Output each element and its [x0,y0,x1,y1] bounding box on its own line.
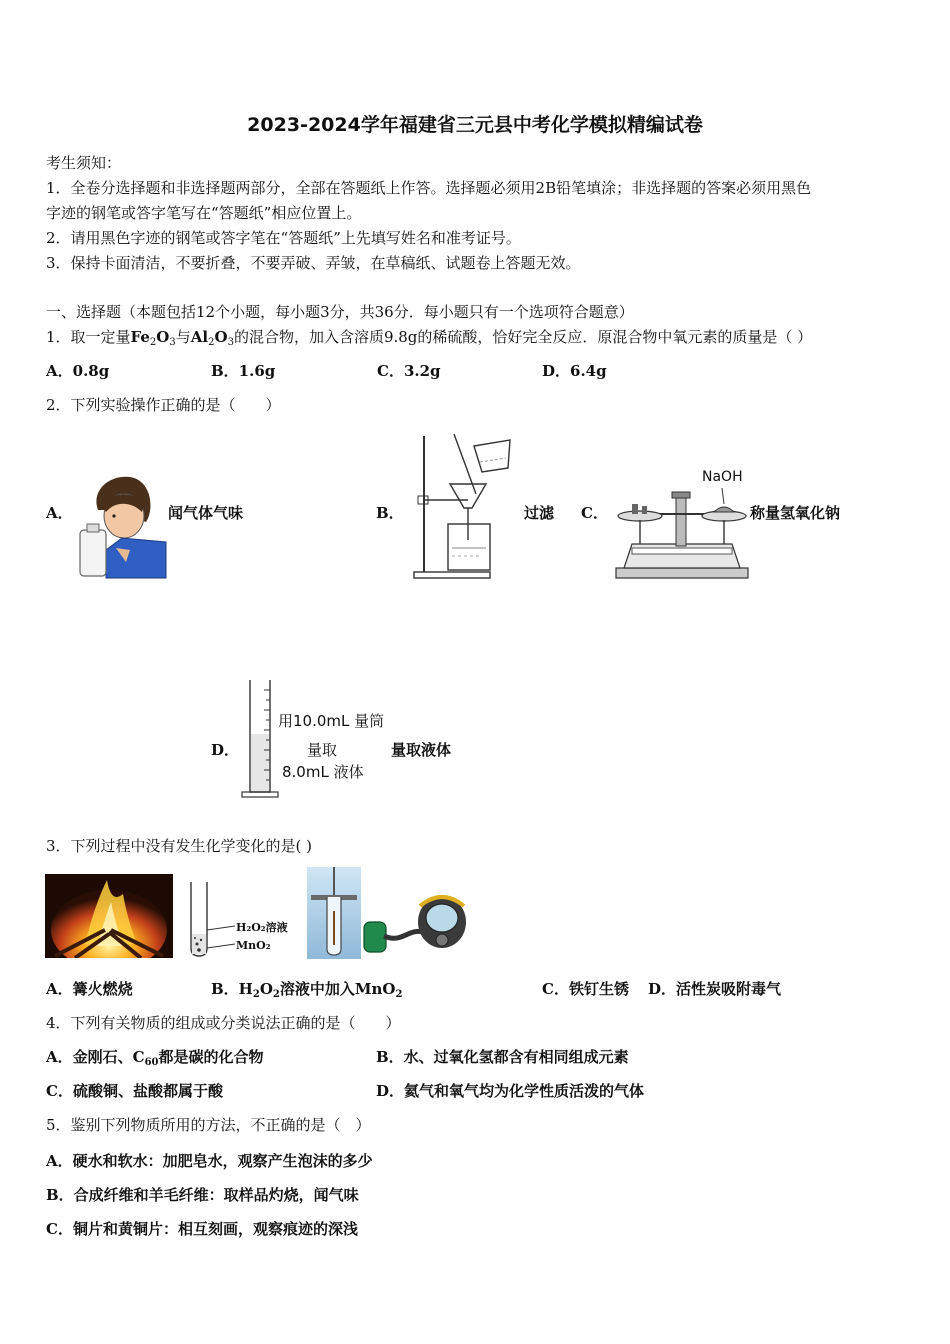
h2o2-label: H₂O₂溶液 [236,921,288,934]
question-4-option-a: A．金刚石、$C_{60}$都是碳的化合物 [46,1048,264,1068]
notice-item-1: 1．全卷分选择题和非选择题两部分，全部在答题纸上作答。选择题必须用2B铅笔填涂；非选择题的答案必须用黑色 [46,179,812,197]
section-heading: 一、选择题（本题包括12个小题，每小题3分，共36分．每小题只有一个选项符合题意） [46,303,634,321]
balance-illustration [612,484,752,580]
question-5-stem: 5．鉴别下列物质所用的方法，不正确的是（ ） [46,1116,371,1134]
question-2-option-c-label: C． [581,504,608,522]
notice-item-2: 2．请用黑色字迹的钢笔或答字笔在“答题纸”上先填写姓名和准考证号。 [46,229,521,247]
page-title: 2023-2024学年福建省三元县中考化学模拟精编试卷 [247,114,703,136]
question-3-stem: 3．下列过程中没有发生化学变化的是( ) [46,837,313,855]
bonfire-photo [45,874,173,958]
question-2-option-a-text: 闻气体气味 [168,504,244,522]
question-4-option-c: C．硫酸铜、盐酸都属于酸 [46,1082,223,1100]
filtration-illustration [410,432,520,580]
question-1-stem: 1．取一定量$Fe_2O_3$与$Al_2O_3$的混合物，加入含溶质9.8g的稀硫酸，恰好完全反应．原混合物中氧元素的质量是（ ） [46,328,813,348]
question-2-option-d-label: D． [211,741,240,759]
notice-item-1-cont: 字迹的钢笔或答字笔写在“答题纸”相应位置上。 [46,204,362,222]
question-2-stem: 2．下列实验操作正确的是（ ） [46,396,281,414]
graduated-cylinder-illustration [240,676,280,798]
question-3-option-c: C．铁钉生锈 [542,980,629,998]
question-1-option-d: D．6.4g [542,362,607,380]
question-5-option-c: C．铜片和黄铜片：相互刻画，观察痕迹的深浅 [46,1220,358,1238]
question-2-option-c-text: 称量氢氧化钠 [750,504,841,522]
cylinder-caption-3: 8.0mL 液体 [282,763,364,781]
question-3-option-a: A．篝火燃烧 [46,980,133,998]
smell-gas-illustration [76,470,168,580]
question-1-option-c: C．3.2g [377,362,441,380]
cylinder-caption-2: 量取 [307,741,338,759]
cylinder-caption-1: 用10.0mL 量筒 [278,712,385,730]
question-4-option-d: D．氦气和氧气均为化学性质活泼的气体 [376,1082,645,1100]
mno2-label: MnO₂ [236,939,271,952]
gas-mask-illustration [362,892,472,962]
question-4-option-b: B．水、过氧化氢都含有相同组成元素 [376,1048,629,1066]
question-1-option-a: A．0.8g [46,362,110,380]
naoh-label: NaOH [702,469,743,485]
question-3-option-b: B．$H_2O_2$溶液中加入MnO$_2$ [211,980,403,1000]
iron-nail-photo [307,867,361,959]
question-5-option-b: B．合成纤维和羊毛纤维：取样品灼烧，闻气味 [46,1186,359,1204]
notice-heading: 考生须知： [46,154,122,172]
question-4-stem: 4．下列有关物质的组成或分类说法正确的是（ ） [46,1014,401,1032]
question-2-option-d-text: 量取液体 [391,741,452,759]
notice-item-3: 3．保持卡面清洁，不要折叠，不要弄破、弄皱，在草稿纸、试题卷上答题无效。 [46,254,581,272]
question-3-option-d: D．活性炭吸附毒气 [648,980,782,998]
question-5-option-a: A．硬水和软水：加肥皂水，观察产生泡沫的多少 [46,1152,373,1170]
question-1-option-b: B．1.6g [211,362,276,380]
question-2-option-a-label: A． [46,504,73,522]
question-2-option-b-label: B． [376,504,404,522]
question-2-option-b-text: 过滤 [524,504,555,522]
